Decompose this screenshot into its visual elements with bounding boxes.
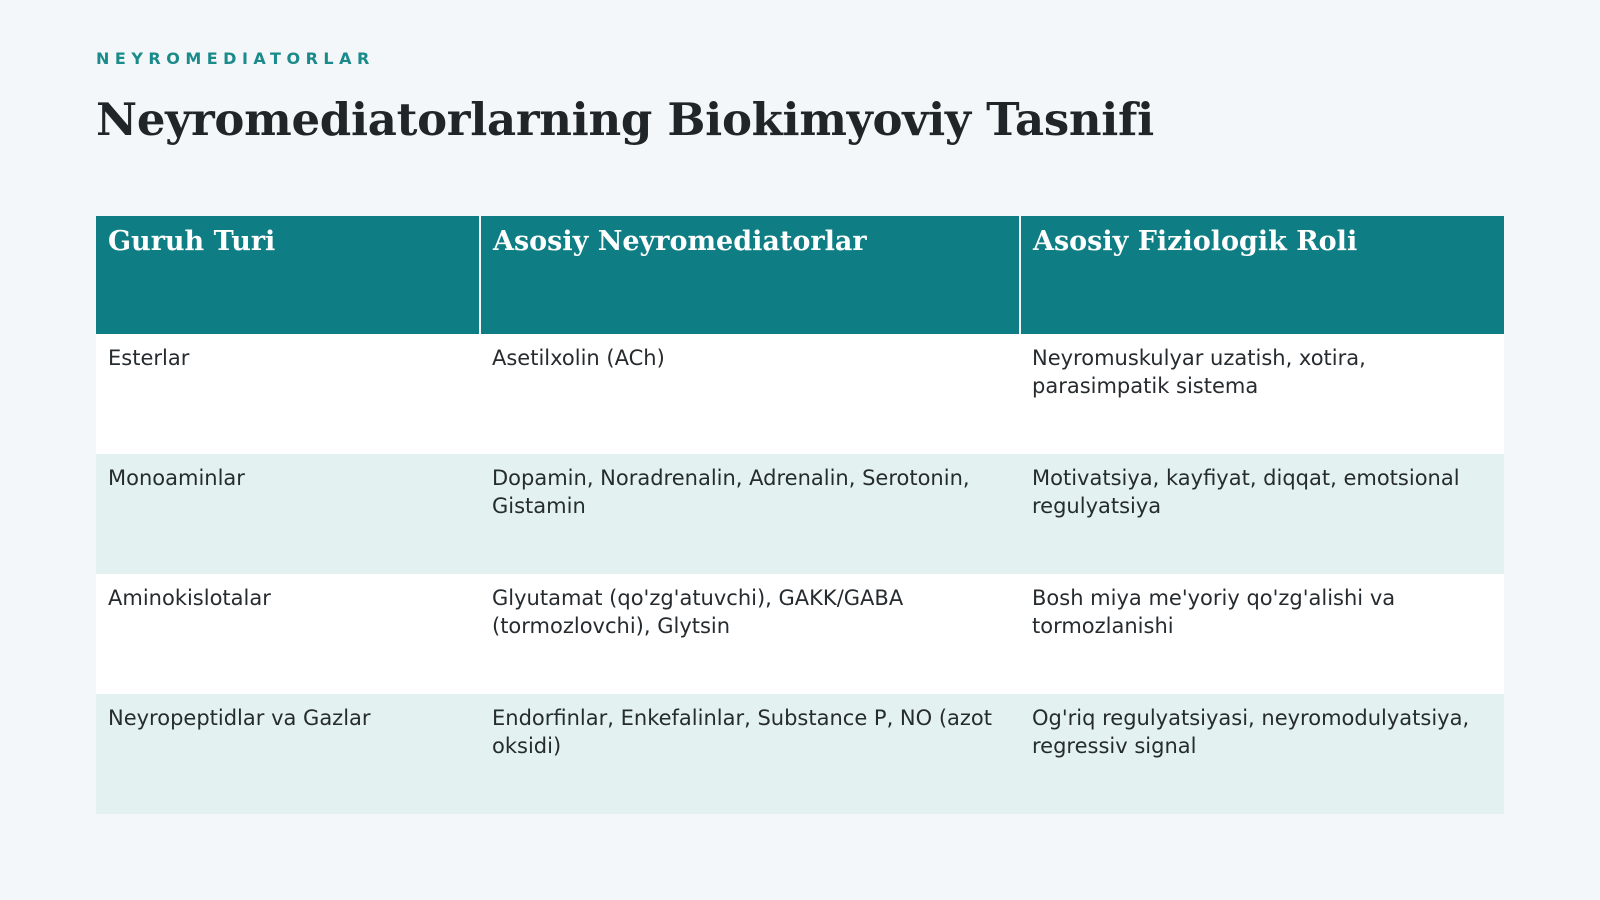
cell-physiological-role: Bosh miya me'yoriy qo'zg'alishi va tormozlanishi <box>1020 574 1504 694</box>
table-row <box>96 694 1504 814</box>
cell-neurotransmitters: Glyutamat (qo'zg'atuvchi), GAKK/GABA (tormozlovchi), Glytsin <box>480 574 1020 694</box>
cell-group-type: Esterlar <box>96 334 480 454</box>
column-header-main-neurotransmitters: Asosiy Neyromediatorlar <box>480 216 1020 334</box>
table-row <box>96 574 1504 694</box>
page-title: Neyromediatorlarning Biokimyoviy Tasnifi <box>96 93 1154 146</box>
table-row <box>96 334 1504 454</box>
cell-physiological-role: Motivatsiya, kayfiyat, diqqat, emotsional regulyatsiya <box>1020 454 1504 574</box>
cell-physiological-role: Neyromuskulyar uzatish, xotira, parasimpatik sistema <box>1020 334 1504 454</box>
table-header-row <box>96 216 1504 334</box>
column-header-physiological-role: Asosiy Fiziologik Roli <box>1020 216 1504 334</box>
column-header-group-type: Guruh Turi <box>96 216 480 334</box>
table-row <box>96 454 1504 574</box>
cell-physiological-role: Og'riq regulyatsiyasi, neyromodulyatsiya, regressiv signal <box>1020 694 1504 814</box>
cell-group-type: Neyropeptidlar va Gazlar <box>96 694 480 814</box>
neurotransmitter-table <box>96 216 1504 814</box>
cell-neurotransmitters: Dopamin, Noradrenalin, Adrenalin, Serotonin, Gistamin <box>480 454 1020 574</box>
cell-neurotransmitters: Endorfinlar, Enkefalinlar, Substance P, NO (azot oksidi) <box>480 694 1020 814</box>
cell-group-type: Aminokislotalar <box>96 574 480 694</box>
cell-group-type: Monoaminlar <box>96 454 480 574</box>
cell-neurotransmitters: Asetilxolin (ACh) <box>480 334 1020 454</box>
section-eyebrow: NEYROMEDIATORLAR <box>96 49 375 68</box>
